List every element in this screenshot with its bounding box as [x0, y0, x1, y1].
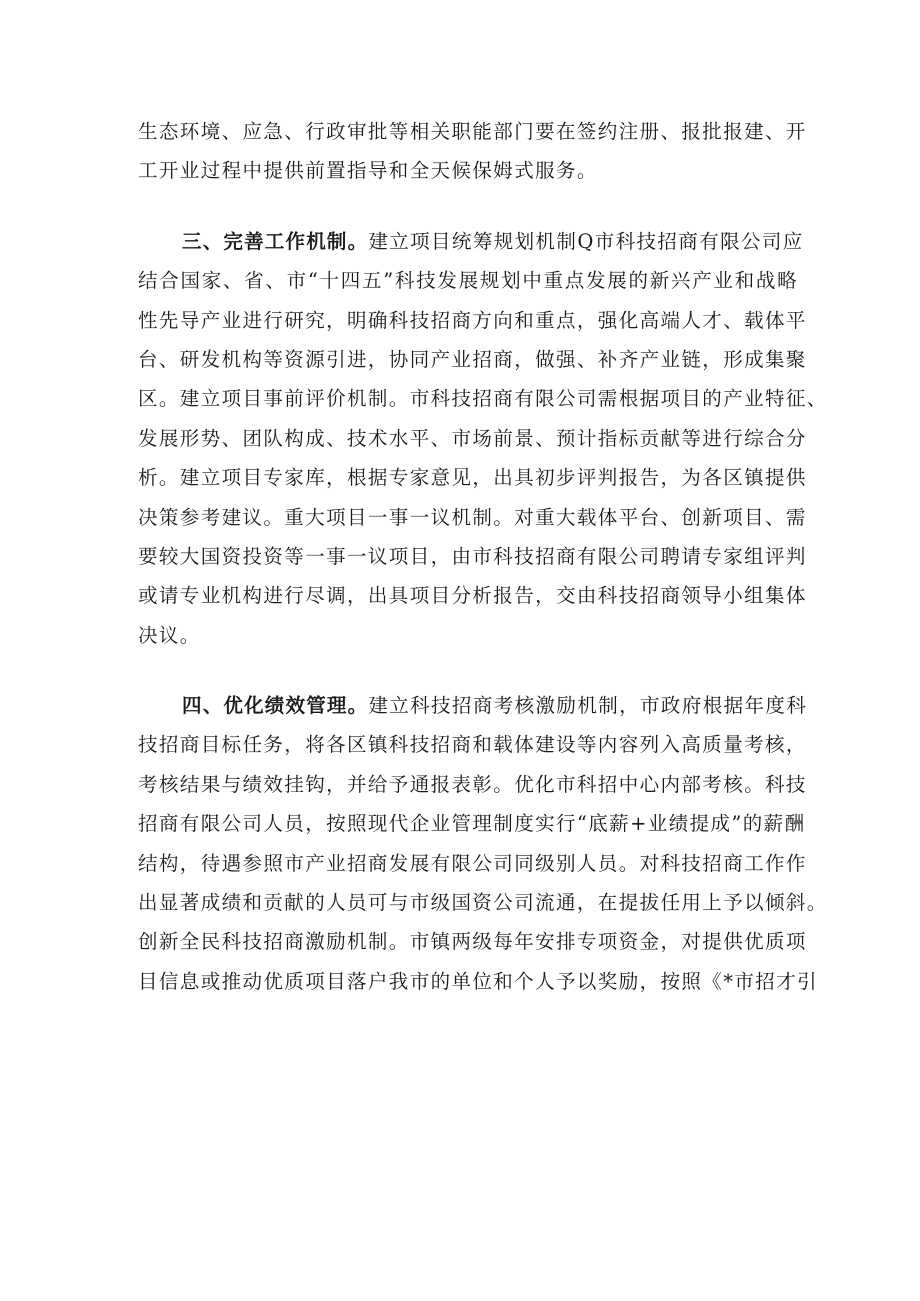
- paragraph-1: [138, 112, 807, 191]
- text-line: 决策参考建议。重大项目一事一议机制。对重大载体平台、创新项目、需: [138, 505, 807, 529]
- text-line: 性先导产业进行研究，明确科技招商方向和重点，强化高端人才、载体平: [138, 308, 807, 332]
- paragraph-2: [138, 222, 828, 655]
- text-line: 或请专业机构进行尽调，出具项目分析报告，交由科技招商领导小组集体: [138, 584, 807, 608]
- text-line: 招商有限公司人员，按照现代企业管理制度实行“底薪+业绩提成”的薪酬: [138, 812, 806, 836]
- text-line: 出显著成绩和贡献的人员可与市级国资公司流通，在提拔任用上予以倾斜。: [138, 891, 828, 915]
- paragraph-3: [138, 686, 828, 1001]
- text-line: 考核结果与绩效挂钩，并给予通报表彰。优化市科招中心内部考核。科技: [138, 772, 807, 796]
- text-line: 发展形势、团队构成、技术水平、市场前景、预计指标贡献等进行综合分: [138, 426, 807, 450]
- text-run: 建立科技招商考核激励机制，市政府根据年度科: [368, 694, 808, 718]
- text-line: 技招商目标任务，将各区镇科技招商和载体建设等内容列入高质量考核，: [138, 733, 807, 757]
- text-line: 区。建立项目事前评价机制。市科技招商有限公司需根据项目的产业特征、: [138, 387, 828, 411]
- text-line: 生态环境、应急、行政审批等相关职能部门要在签约注册、报批报建、开: [138, 120, 807, 143]
- document-body: [138, 112, 828, 1001]
- section-heading: 四、优化绩效管理。: [182, 694, 369, 718]
- text-line: 析。建立项目专家库，根据专家意见，出具初步评判报告，为各区镇提供: [138, 466, 807, 490]
- text-line: 创新全民科技招商激励机制。市镇两级每年安排专项资金，对提供优质项: [138, 930, 807, 954]
- text-line: 要较大国资投资等一事一议项目，由市科技招商有限公司聘请专家组评判: [138, 544, 807, 568]
- text-line: 结构，待遇参照市产业招商发展有限公司同级别人员。对科技招商工作作: [138, 851, 807, 875]
- text-line: 工开业过程中提供前置指导和全天候保姆式服务。: [138, 159, 598, 183]
- paragraph-first-line: [138, 222, 804, 261]
- paragraph-first-line: [138, 686, 808, 725]
- text-line: 决议。: [138, 623, 201, 647]
- text-line: 台、研发机构等资源引进，协同产业招商，做强、补齐产业链，形成集聚: [138, 347, 807, 371]
- text-line: 目信息或推动优质项目落户我市的单位和个人予以奖励，按照《*市招才引: [138, 969, 818, 993]
- text-line: 结合国家、省、市“十四五”科技发展规划中重点发展的新兴产业和战略: [138, 269, 798, 293]
- section-heading: 三、完善工作机制。: [182, 229, 369, 253]
- text-run: 建立项目统筹规划机制Q市科技招商有限公司应: [368, 229, 804, 253]
